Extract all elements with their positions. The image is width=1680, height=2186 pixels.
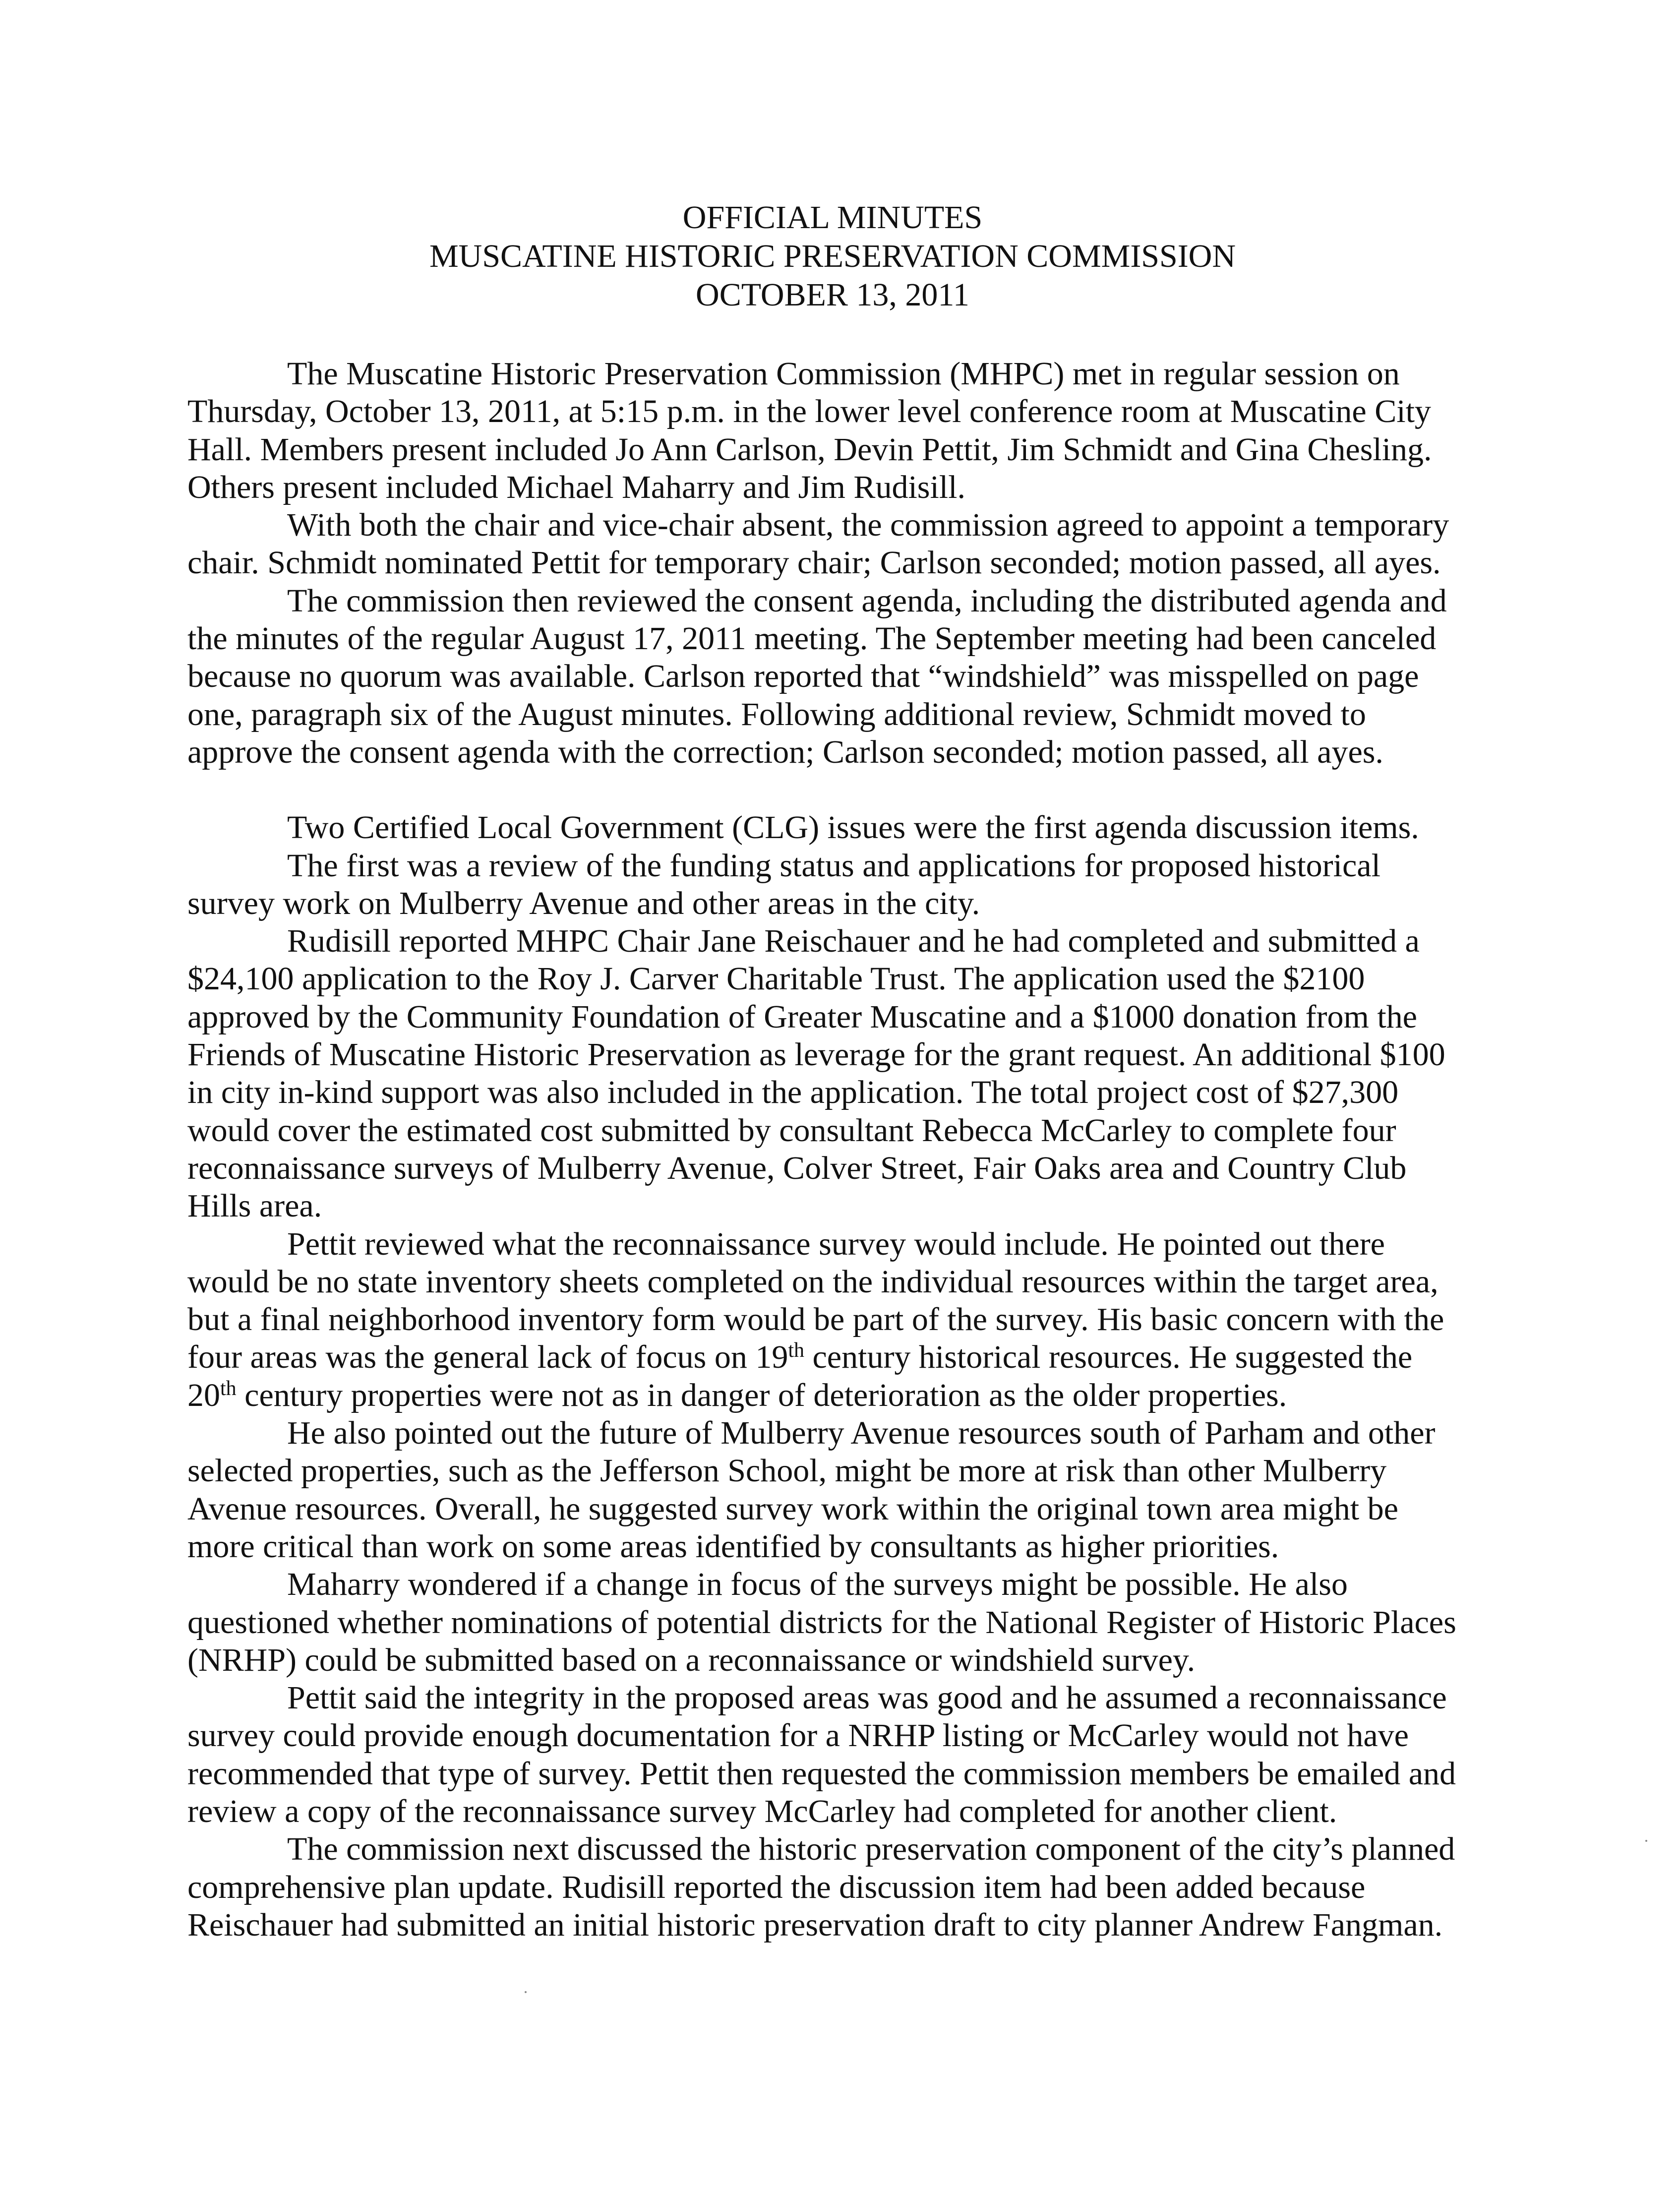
text-line: would be no state inventory sheets completed on the individual resources within the target area, (187, 1263, 1439, 1300)
paragraph (187, 1830, 1497, 1944)
document-title (0, 198, 1680, 314)
paragraph (187, 582, 1497, 771)
title-line: OCTOBER 13, 2011 (696, 277, 969, 313)
scan-speck (525, 1991, 527, 1993)
paragraph-gap (187, 771, 1497, 809)
text-line: With both the chair and vice-chair absent, the commission agreed to appoint a temporary (287, 507, 1449, 544)
paragraph (187, 809, 1497, 847)
text-line: comprehensive plan update. Rudisill reported the discussion item had been added because (187, 1869, 1366, 1905)
text-segment: century properties were not as in danger of deterioration as the older properties. (236, 1377, 1287, 1413)
paragraph (187, 355, 1497, 506)
text-segment: four areas was the general lack of focus on 19 (187, 1339, 788, 1376)
text-line: would cover the estimated cost submitted by consultant Rebecca McCarley to complete four (187, 1112, 1396, 1149)
paragraph (187, 1414, 1497, 1566)
title-line: OFFICIAL MINUTES (682, 199, 983, 236)
paragraph (187, 922, 1497, 1225)
text-line: Friends of Muscatine Historic Preservation as leverage for the grant request. An additional $100 (187, 1036, 1445, 1073)
text-line: reconnaissance surveys of Mulberry Avenue, Colver Street, Fair Oaks area and Country Club (187, 1150, 1407, 1186)
text-line: Pettit said the integrity in the proposed areas was good and he assumed a reconnaissance (287, 1680, 1447, 1716)
paragraph (187, 1566, 1497, 1679)
text-segment: 20 (187, 1377, 220, 1413)
paragraph (187, 1225, 1497, 1414)
ordinal-superscript: th (220, 1377, 237, 1400)
text-line: because no quorum was available. Carlson reported that “windshield” was misspelled on page (187, 658, 1419, 695)
text-line (187, 1377, 1497, 1414)
text-line: Others present included Michael Maharry and Jim Rudisill. (187, 469, 965, 505)
text-line: recommended that type of survey. Pettit then requested the commission members be emailed and (187, 1755, 1456, 1792)
text-line: He also pointed out the future of Mulberry Avenue resources south of Parham and other (287, 1415, 1436, 1452)
title-line: MUSCATINE HISTORIC PRESERVATION COMMISSION (429, 238, 1236, 274)
paragraph (187, 847, 1497, 923)
text-line: Rudisill reported MHPC Chair Jane Reischauer and he had completed and submitted a (287, 923, 1420, 960)
text-segment: century historical resources. He suggested the (804, 1339, 1413, 1376)
document-body (187, 355, 1497, 1944)
text-line: Reischauer had submitted an initial historic preservation draft to city planner Andrew Fangman. (187, 1906, 1443, 1943)
text-line: Maharry wondered if a change in focus of the surveys might be possible. He also (287, 1566, 1348, 1603)
text-line: The Muscatine Historic Preservation Commission (MHPC) met in regular session on (287, 356, 1400, 392)
text-line: but a final neighborhood inventory form would be part of the survey. His basic concern with the (187, 1301, 1444, 1338)
text-line: chair. Schmidt nominated Pettit for temporary chair; Carlson seconded; motion passed, all ayes. (187, 545, 1441, 581)
text-line: Two Certified Local Government (CLG) issues were the first agenda discussion items. (287, 809, 1419, 846)
text-line: approve the consent agenda with the correction; Carlson seconded; motion passed, all ayes. (187, 733, 1383, 770)
text-line: survey could provide enough documentation for a NRHP listing or McCarley would not have (187, 1717, 1409, 1754)
ordinal-superscript: th (788, 1339, 805, 1362)
paragraph (187, 1679, 1497, 1830)
paragraph (187, 506, 1497, 582)
text-line: Thursday, October 13, 2011, at 5:15 p.m. in the lower level conference room at Muscatine City (187, 393, 1431, 430)
scan-speck (1645, 1840, 1647, 1842)
text-line: review a copy of the reconnaissance survey McCarley had completed for another client. (187, 1793, 1337, 1829)
text-line: more critical than work on some areas identified by consultants as higher priorities. (187, 1528, 1279, 1565)
text-line: The commission next discussed the historic preservation component of the city’s planned (287, 1831, 1455, 1868)
text-line: Hills area. (187, 1188, 322, 1224)
text-line: Hall. Members present included Jo Ann Carlson, Devin Pettit, Jim Schmidt and Gina Chesling. (187, 431, 1432, 468)
text-line (187, 1338, 1497, 1376)
text-line: Avenue resources. Overall, he suggested survey work within the original town area might be (187, 1490, 1398, 1527)
text-line: the minutes of the regular August 17, 2011 meeting. The September meeting had been canceled (187, 620, 1437, 657)
text-line: The commission then reviewed the consent agenda, including the distributed agenda and (287, 582, 1447, 619)
text-line: Pettit reviewed what the reconnaissance survey would include. He pointed out there (287, 1225, 1385, 1262)
text-line: one, paragraph six of the August minutes. Following additional review, Schmidt moved to (187, 696, 1366, 732)
text-line: The first was a review of the funding status and applications for proposed historical (287, 847, 1380, 884)
text-line: $24,100 application to the Roy J. Carver Charitable Trust. The application used the $2100 (187, 961, 1365, 997)
text-line: survey work on Mulberry Avenue and other areas in the city. (187, 885, 980, 921)
text-line: selected properties, such as the Jefferson School, might be more at risk than other Mulberry (187, 1453, 1387, 1489)
text-line: questioned whether nominations of potential districts for the National Register of Historic Places (187, 1604, 1456, 1640)
text-line: in city in-kind support was also included in the application. The total project cost of $27,300 (187, 1074, 1399, 1111)
text-line: (NRHP) could be submitted based on a reconnaissance or windshield survey. (187, 1641, 1196, 1678)
text-line: approved by the Community Foundation of Greater Muscatine and a $1000 donation from the (187, 998, 1417, 1035)
